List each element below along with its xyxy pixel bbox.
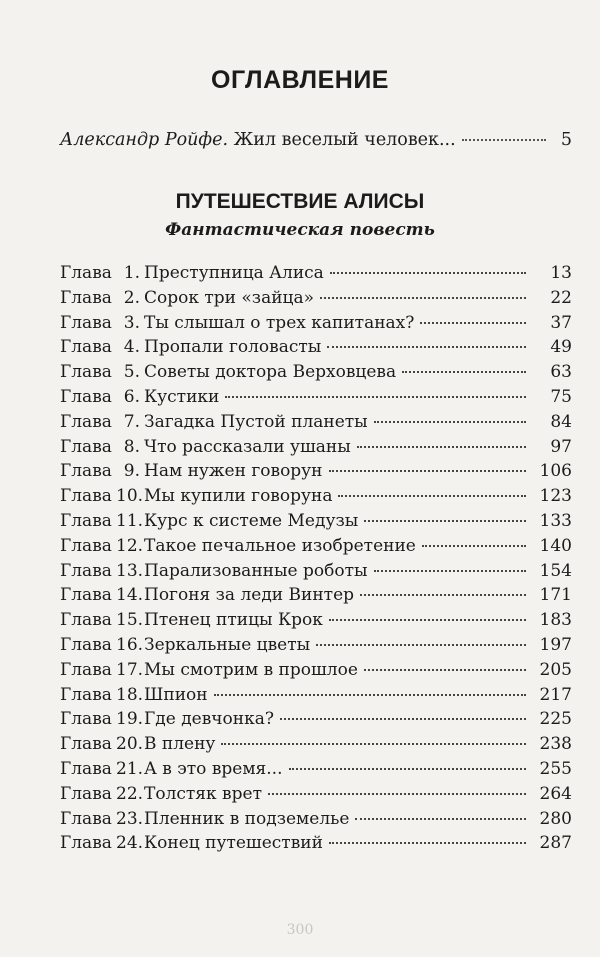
leader-dots <box>327 346 526 348</box>
chapter-prefix: Глава <box>60 362 112 383</box>
chapter-list <box>60 263 572 858</box>
chapter-prefix: Глава <box>60 709 112 730</box>
leader-dots <box>374 570 527 572</box>
chapter-title: Такое печальное изобретение <box>144 535 416 556</box>
chapter-prefix: Глава <box>60 535 112 556</box>
leader-dots <box>420 322 526 324</box>
leader-dots <box>329 842 526 844</box>
chapter-number: 9. <box>123 461 140 482</box>
chapter-prefix: Глава <box>60 386 112 407</box>
toc-row <box>60 734 572 759</box>
leader-dots <box>330 272 526 274</box>
chapter-prefix: Глава <box>60 659 112 680</box>
chapter-number: 24. <box>116 833 144 854</box>
chapter-title: Мы смотрим в прошлое <box>144 659 358 680</box>
chapter-page: 225 <box>539 709 572 730</box>
toc-title: ОГЛАВЛЕНИЕ <box>211 66 389 94</box>
chapter-number: 5. <box>123 362 140 383</box>
chapter-page: 75 <box>550 386 572 407</box>
chapter-title: Курс к системе Медузы <box>144 510 359 531</box>
chapter-number: 17. <box>116 659 144 680</box>
leader-dots <box>329 470 526 472</box>
chapter-title: Преступница Алиса <box>144 263 324 283</box>
chapter-number: 22. <box>116 783 144 804</box>
chapter-number: 15. <box>116 610 144 631</box>
intro-title: Жил веселый человек... <box>233 130 456 150</box>
toc-row <box>60 288 572 313</box>
toc-row <box>60 337 572 362</box>
chapter-page: 84 <box>550 411 572 432</box>
chapter-number: 7. <box>123 411 140 432</box>
leader-dots <box>225 396 526 398</box>
chapter-page: 97 <box>550 436 572 457</box>
toc-row <box>60 784 572 809</box>
chapter-prefix: Глава <box>60 758 112 779</box>
chapter-title: Что рассказали ушаны <box>144 436 351 457</box>
chapter-number: 16. <box>116 634 144 655</box>
chapter-page: 280 <box>539 808 572 829</box>
toc-row <box>60 759 572 784</box>
toc-row <box>60 660 572 685</box>
chapter-title: Ты слышал о трех капитанах? <box>144 312 415 333</box>
chapter-prefix: Глава <box>60 436 112 457</box>
chapter-number: 3. <box>123 312 140 333</box>
chapter-page: 217 <box>539 684 572 705</box>
toc-row <box>60 685 572 710</box>
chapter-title: Конец путешествий <box>144 833 323 854</box>
chapter-page: 13 <box>550 263 572 283</box>
leader-dots <box>402 371 526 373</box>
leader-dots <box>329 619 526 621</box>
toc-row <box>60 561 572 586</box>
chapter-prefix: Глава <box>60 337 112 358</box>
section-title: ПУТЕШЕСТВИЕ АЛИСЫ <box>175 190 425 213</box>
chapter-number: 8. <box>123 436 140 457</box>
toc-row <box>60 511 572 536</box>
toc-row <box>60 809 572 834</box>
chapter-number: 14. <box>116 585 144 606</box>
chapter-prefix: Глава <box>60 833 112 854</box>
page-number: 300 <box>286 922 314 938</box>
leader-dots <box>355 818 526 820</box>
leader-dots <box>364 520 526 522</box>
leader-dots <box>289 768 527 770</box>
chapter-title: А в это время... <box>144 758 283 779</box>
leader-dots <box>360 594 526 596</box>
chapter-prefix: Глава <box>60 287 112 308</box>
chapter-number: 2. <box>123 287 140 308</box>
toc-row <box>60 313 572 338</box>
toc-row <box>60 585 572 610</box>
chapter-prefix: Глава <box>60 486 112 507</box>
toc-row <box>60 387 572 412</box>
chapter-number: 13. <box>116 560 144 581</box>
leader-dots <box>320 297 526 299</box>
leader-dots <box>462 139 546 141</box>
leader-dots <box>374 421 526 423</box>
chapter-page: 123 <box>539 486 572 507</box>
chapter-number: 6. <box>123 386 140 407</box>
toc-row <box>60 833 572 858</box>
chapter-prefix: Глава <box>60 510 112 531</box>
chapter-title: Пленник в подземелье <box>144 808 350 829</box>
chapter-prefix: Глава <box>60 585 112 606</box>
chapter-page: 183 <box>539 610 572 631</box>
leader-dots <box>422 545 526 547</box>
chapter-title: Птенец птицы Крок <box>144 610 323 631</box>
chapter-prefix: Глава <box>60 461 112 482</box>
chapter-page: 154 <box>539 560 572 581</box>
chapter-number: 19. <box>116 709 144 730</box>
chapter-page: 255 <box>539 758 572 779</box>
chapter-page: 197 <box>539 634 572 655</box>
chapter-number: 1. <box>123 263 140 283</box>
chapter-page: 140 <box>539 535 572 556</box>
leader-dots <box>364 669 526 671</box>
chapter-title: В плену <box>144 734 216 755</box>
chapter-prefix: Глава <box>60 312 112 333</box>
leader-dots <box>280 718 526 720</box>
toc-row <box>60 461 572 486</box>
toc-row <box>60 635 572 660</box>
chapter-prefix: Глава <box>60 634 112 655</box>
intro-author: Александр Ройфе. <box>60 130 229 150</box>
leader-dots <box>357 446 526 448</box>
chapter-number: 12. <box>116 535 144 556</box>
toc-row <box>60 610 572 635</box>
chapter-prefix: Глава <box>60 263 112 283</box>
chapter-number: 10. <box>116 486 144 507</box>
section-subtitle: Фантастическая повесть <box>165 220 435 240</box>
toc-row <box>60 362 572 387</box>
chapter-page: 171 <box>539 585 572 606</box>
chapter-title: Парализованные роботы <box>144 560 368 581</box>
chapter-prefix: Глава <box>60 734 112 755</box>
chapter-page: 133 <box>539 510 572 531</box>
chapter-number: 23. <box>116 808 144 829</box>
chapter-prefix: Глава <box>60 783 112 804</box>
chapter-number: 21. <box>116 758 144 779</box>
chapter-title: Мы купили говоруна <box>144 486 333 507</box>
chapter-title: Где девчонка? <box>144 709 274 730</box>
toc-row <box>60 437 572 462</box>
chapter-prefix: Глава <box>60 684 112 705</box>
chapter-title: Зеркальные цветы <box>144 634 311 655</box>
chapter-prefix: Глава <box>60 610 112 631</box>
leader-dots <box>316 644 526 646</box>
toc-row <box>60 486 572 511</box>
chapter-prefix: Глава <box>60 411 112 432</box>
chapter-page: 287 <box>539 833 572 854</box>
chapter-page: 264 <box>539 783 572 804</box>
leader-dots <box>214 694 526 696</box>
intro-entry <box>60 130 572 150</box>
toc-row <box>60 536 572 561</box>
chapter-number: 18. <box>116 684 144 705</box>
leader-dots <box>221 743 526 745</box>
intro-page: 5 <box>560 130 572 150</box>
chapter-page: 22 <box>550 287 572 308</box>
chapter-title: Советы доктора Верховцева <box>144 362 397 383</box>
chapter-prefix: Глава <box>60 560 112 581</box>
chapter-title: Кустики <box>144 386 220 407</box>
chapter-title: Пропали головасты <box>144 337 322 358</box>
chapter-title: Шпион <box>144 684 208 705</box>
leader-dots <box>338 495 526 497</box>
chapter-number: 4. <box>123 337 140 358</box>
chapter-page: 106 <box>539 461 572 482</box>
chapter-title: Нам нужен говорун <box>144 461 323 482</box>
chapter-number: 20. <box>116 734 144 755</box>
chapter-title: Сорок три «зайца» <box>144 287 315 308</box>
chapter-title: Погоня за леди Винтер <box>144 585 355 606</box>
toc-row <box>60 412 572 437</box>
chapter-page: 63 <box>550 362 572 383</box>
chapter-page: 238 <box>539 734 572 755</box>
chapter-page: 205 <box>539 659 572 680</box>
chapter-page: 49 <box>550 337 572 358</box>
chapter-title: Толстяк врет <box>144 783 262 804</box>
chapter-number: 11. <box>116 510 144 531</box>
chapter-prefix: Глава <box>60 808 112 829</box>
chapter-title: Загадка Пустой планеты <box>144 411 368 432</box>
toc-row <box>60 709 572 734</box>
toc-row <box>60 263 572 288</box>
leader-dots <box>268 793 526 795</box>
chapter-page: 37 <box>550 312 572 333</box>
